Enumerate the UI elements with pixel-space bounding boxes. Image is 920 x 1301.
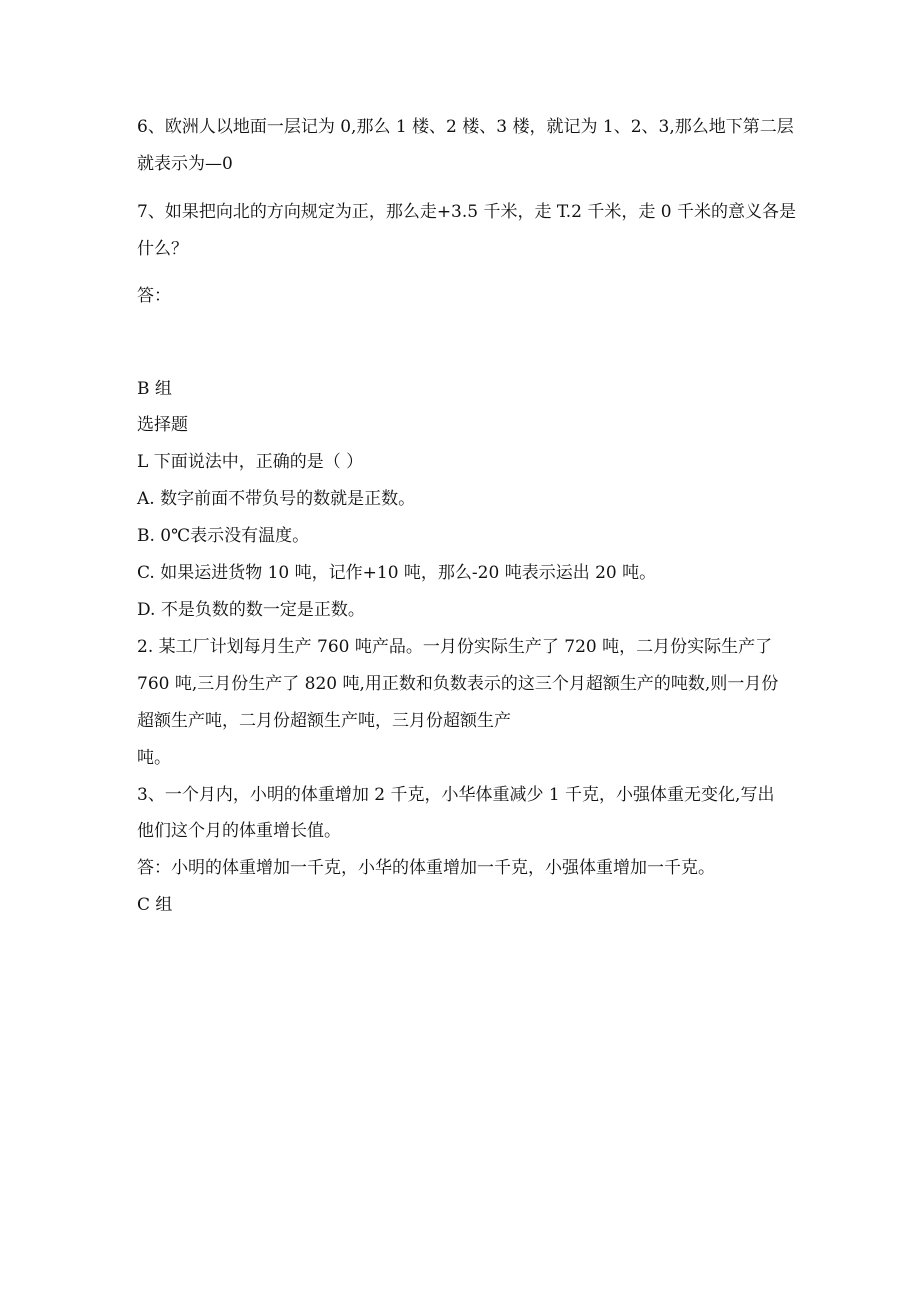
- answer-label: 答：: [137, 286, 171, 306]
- question-b1-stem: L 下面说法中，正确的是（ ）: [137, 452, 364, 472]
- section-b-subheading: 选择题: [137, 415, 188, 435]
- question-b2-line-4: 吨。: [137, 748, 171, 768]
- question-b3-line-1: 3、一个月内，小明的体重增加 2 千克，小华体重减少 1 千克，小强体重无变化,写出: [137, 785, 775, 805]
- question-b2-line-3: 超额生产吨，二月份超额生产吨，三月份超额生产: [137, 711, 511, 731]
- section-b-heading: B 组: [137, 379, 172, 399]
- question-b3-line-2: 他们这个月的体重增长值。: [137, 821, 341, 841]
- option-c: C. 如果运进货物 10 吨，记作+10 吨，那么-20 吨表示运出 20 吨。: [137, 563, 657, 583]
- option-b: B. 0℃表示没有温度。: [137, 526, 310, 546]
- question-7-line-1: 7、如果把向北的方向规定为正，那么走+3.5 千米，走 T.2 千米，走 0 千米的意义各是: [137, 202, 796, 222]
- question-b3-answer: 答：小明的体重增加一千克，小华的体重增加一千克，小强体重增加一千克。: [137, 858, 715, 878]
- question-7-line-2: 什么？: [137, 239, 188, 259]
- question-b2-line-1: 2. 某工厂计划每月生产 760 吨产品。一月份实际生产了 720 吨，二月份实际生产了: [137, 637, 773, 657]
- question-b2-line-2: 760 吨,三月份生产了 820 吨,用正数和负数表示的这三个月超额生产的吨数,则一月份: [137, 674, 779, 694]
- section-c-heading: C 组: [137, 895, 173, 915]
- question-6-line-2: 就表示为—0: [137, 154, 233, 174]
- option-d: D. 不是负数的数一定是正数。: [137, 600, 365, 620]
- question-6-line-1: 6、欧洲人以地面一层记为 0,那么 1 楼、2 楼、3 楼，就记为 1、2、3,那么地下第二层: [137, 117, 794, 137]
- option-a: A. 数字前面不带负号的数就是正数。: [137, 489, 416, 509]
